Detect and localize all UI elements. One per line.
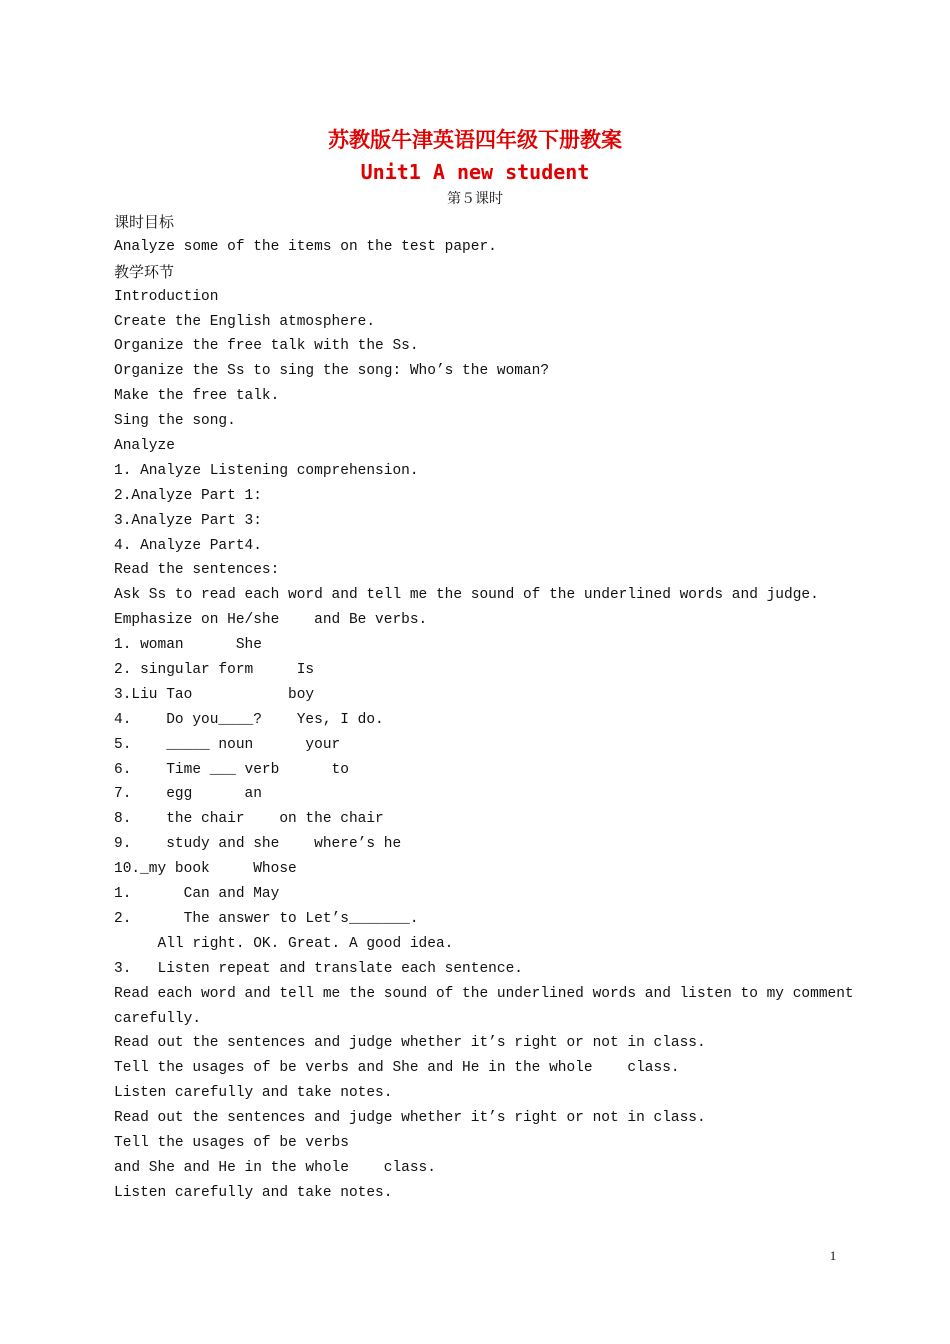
text-line: Organize the Ss to sing the song: Who’s the woman? bbox=[114, 363, 550, 380]
lesson-plan-body bbox=[114, 210, 854, 1206]
text-line: Ask Ss to read each word and tell me the sound of the underlined words and judge. bbox=[114, 587, 819, 604]
unit-title: Unit1 A new student bbox=[360, 160, 590, 184]
text-line: 8. the chair on the chair bbox=[114, 811, 384, 828]
lesson-number: 第５课时 bbox=[447, 191, 503, 207]
text-line: and She and He in the whole class. bbox=[114, 1159, 436, 1176]
text-line: Listen carefully and take notes. bbox=[114, 1085, 393, 1102]
page-number: 1 bbox=[829, 1248, 837, 1263]
text-line: Read the sentences: bbox=[114, 562, 280, 579]
text-line: Emphasize on He/she and Be verbs. bbox=[114, 612, 428, 629]
text-line: All right. OK. Great. A good idea. bbox=[114, 935, 454, 952]
text-line: Introduction bbox=[114, 288, 219, 305]
text-line: 1. Analyze Listening comprehension. bbox=[114, 462, 419, 479]
text-line: 2. singular form Is bbox=[114, 662, 315, 679]
text-line: 9. study and she where’s he bbox=[114, 836, 402, 853]
text-line: Create the English atmosphere. bbox=[114, 313, 376, 330]
text-line: 4. Do you____? Yes, I do. bbox=[114, 711, 384, 728]
text-line: 2. The answer to Let’s_______. bbox=[114, 910, 419, 927]
text-line: 10._my book Whose bbox=[114, 861, 297, 878]
text-line: Analyze some of the items on the test paper. bbox=[114, 238, 497, 255]
section-heading-procedure: 教学环节 bbox=[114, 262, 175, 281]
text-line: 1. woman She bbox=[114, 637, 262, 654]
text-line: 3.Liu Tao boy bbox=[114, 686, 315, 703]
text-line: 3.Analyze Part 3: bbox=[114, 512, 262, 529]
text-line: Tell the usages of be verbs and She and He in the whole class. bbox=[114, 1060, 680, 1077]
text-line: Listen carefully and take notes. bbox=[114, 1184, 393, 1201]
text-line: Organize the free talk with the Ss. bbox=[114, 338, 419, 355]
text-line: Read out the sentences and judge whether it’s right or not in class. bbox=[114, 1035, 706, 1052]
text-line: Sing the song. bbox=[114, 413, 236, 430]
text-line: 6. Time ___ verb to bbox=[114, 761, 349, 778]
text-line: Read each word and tell me the sound of the underlined words and listen to my comment bbox=[114, 985, 854, 1002]
text-line: 4. Analyze Part4. bbox=[114, 537, 262, 554]
text-line: Analyze bbox=[114, 438, 175, 455]
text-line: Read out the sentences and judge whether it’s right or not in class. bbox=[114, 1110, 706, 1127]
text-line: 2.Analyze Part 1: bbox=[114, 487, 262, 504]
text-line: Tell the usages of be verbs bbox=[114, 1134, 349, 1151]
text-line: Make the free talk. bbox=[114, 388, 280, 405]
text-line: 1. Can and May bbox=[114, 886, 280, 903]
text-line: 5. _____ noun your bbox=[114, 736, 341, 753]
section-heading-objectives: 课时目标 bbox=[114, 213, 175, 231]
text-line: carefully. bbox=[114, 1010, 202, 1027]
text-line: 3. Listen repeat and translate each sentence. bbox=[114, 960, 523, 977]
text-line: 7. egg an bbox=[114, 786, 262, 803]
document-title-chinese: 苏教版牛津英语四年级下册教案 bbox=[328, 127, 622, 152]
